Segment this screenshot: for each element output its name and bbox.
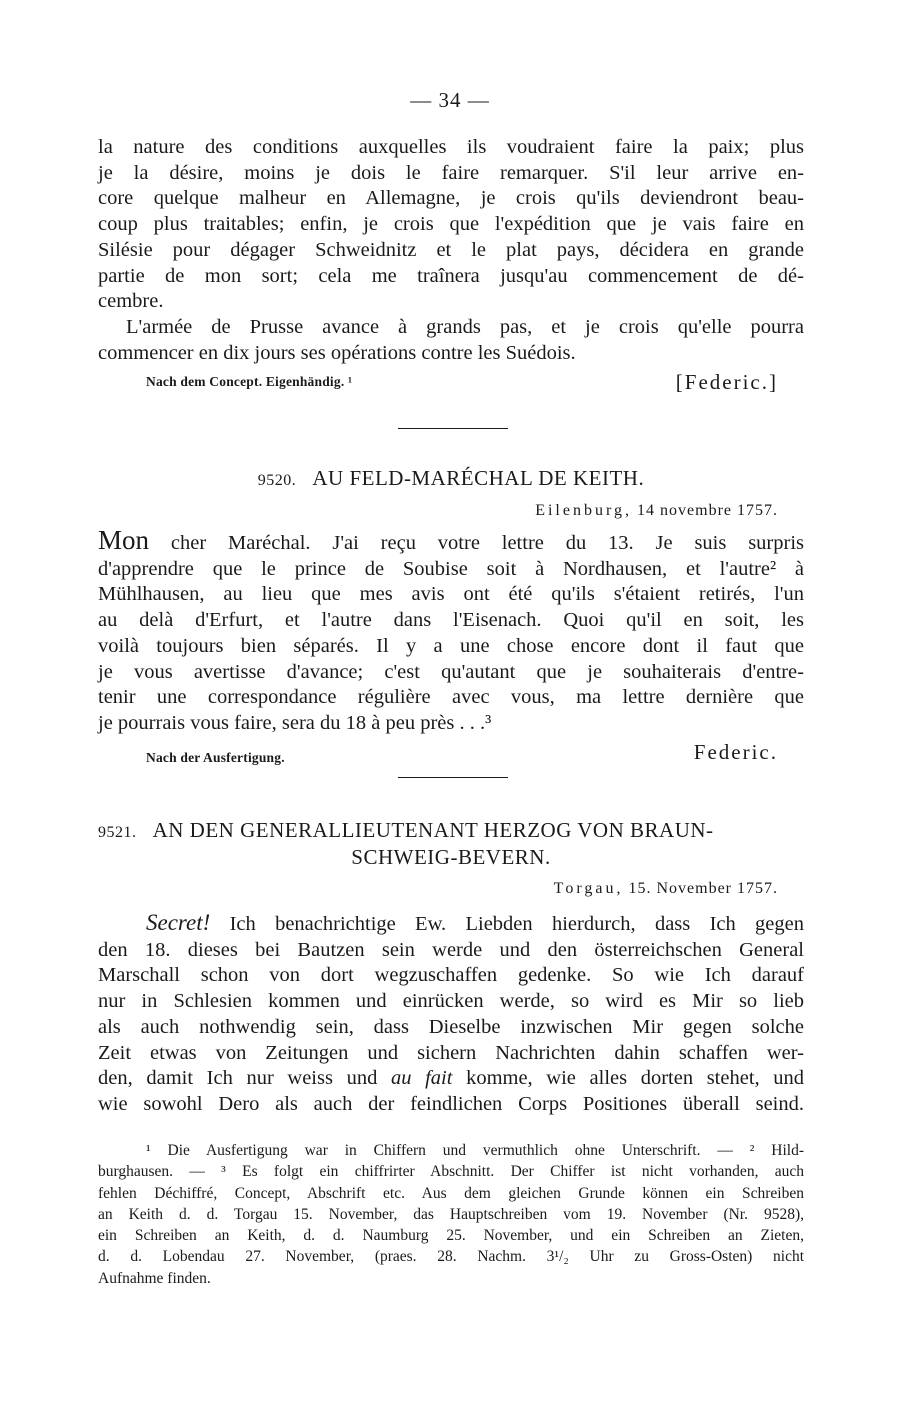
letter-9520-text xyxy=(98,525,805,737)
footnote-line: fehlen Déchiffré, Concept, Abschrift etc. Aus dem gleichen Grunde können ein Schreiben xyxy=(98,1184,804,1202)
footnote-line: ¹ Die Ausfertigung war in Chiffern und vermuthlich ohne Unterschrift. — ² Hild- xyxy=(146,1142,804,1159)
place: Torgau, xyxy=(553,880,624,897)
text-line: cembre. xyxy=(98,290,164,313)
text-line xyxy=(98,910,804,938)
letter-heading xyxy=(98,818,804,843)
salutation-initial: Mon xyxy=(98,525,150,555)
footnote-line: d. d. Lobendau 27. November, (praes. 28. Nachm. 3¹/₂ Uhr zu Gross-Osten) nicht xyxy=(98,1248,804,1266)
text-line: als auch nothwendig sein, dass Dieselbe inzwischen Mir gegen solche xyxy=(98,1015,804,1038)
page-number: — 34 — xyxy=(410,88,490,112)
text-line: den 18. dieses bei Bautzen sein werde und den österreichschen General xyxy=(98,938,804,961)
text-line: la nature des conditions auxquelles ils voudraient faire la paix; plus xyxy=(98,136,804,158)
signature: [Federic.] xyxy=(675,370,778,394)
previous-letter-text xyxy=(98,135,804,366)
text-line: au delà d'Erfurt, et l'autre dans l'Eisenach. Quoi qu'il en soit, les xyxy=(98,609,804,632)
text-fragment: cher Maréchal. J'ai reçu votre lettre du 13. Je suis surpris xyxy=(170,532,805,554)
text-line: L'armée de Prusse avance à grands pas, et je crois qu'elle pourra xyxy=(126,315,804,338)
footnote-line: ein Schreiben an Keith, d. d. Naumburg 25. November, und ein Schreiben an Zieten, xyxy=(98,1227,804,1245)
text-line: tenir une correspondance régulière avec vous, ma lettre dernière que xyxy=(98,686,804,709)
text-line: je pourrais vous faire, sera du 18 à peu près . . .³ xyxy=(98,711,492,734)
text-fragment: Ich benachrichtige Ew. Liebden hierdurch, dass Ich gegen xyxy=(229,913,804,935)
text-line: partie de mon sort; cela me traînera jusqu'au commencement de dé- xyxy=(98,264,804,287)
letter-9521-text xyxy=(98,910,804,1118)
letter-number: 9521. xyxy=(98,824,137,841)
text-line: wie sowohl Dero als auch der feindlichen Corps Positiones überall seind. xyxy=(98,1092,804,1115)
text-line: core quelque malheur en Allemagne, je crois qu'ils deviendront beau- xyxy=(98,187,804,210)
footnote-line: an Keith d. d. Torgau 15. November, das Hauptschreiben vom 19. November (Nr. 9528), xyxy=(98,1205,804,1223)
place-date xyxy=(535,502,778,520)
text-line: Zeit etwas von Zeitungen und sichern Nachrichten dahin schaffen wer- xyxy=(98,1041,804,1064)
letter-recipient: AN DEN GENERALLIEUTENANT HERZOG VON BRAUN- xyxy=(152,818,714,842)
date: 15. November 1757. xyxy=(628,880,778,897)
text-line: je vous avertisse d'avance; c'est qu'autant que je souhaiterais d'entre- xyxy=(98,660,804,683)
text-line: Mühlhausen, au lieu que mes avis ont été qu'ils s'étaient retirés, l'un xyxy=(98,583,804,606)
text-line: d'apprendre que le prince de Soubise soit à Nordhausen, et l'autre² à xyxy=(98,557,804,580)
text-fragment: komme, wie alles dorten stehet, und xyxy=(466,1067,805,1090)
text-fragment: den, damit Ich nur weiss und xyxy=(98,1067,378,1090)
date: 14 novembre 1757. xyxy=(637,502,778,519)
text-line: nur in Schlesien kommen und einrücken werde, so wird es Mir so lieb xyxy=(98,990,804,1013)
italic-phrase: au fait xyxy=(390,1067,453,1090)
divider-rule xyxy=(398,777,508,778)
place: Eilenburg, xyxy=(535,502,633,519)
letter-number: 9520. xyxy=(257,472,297,489)
text-line: commencer en dix jours ses opérations contre les Suédois. xyxy=(98,341,576,364)
source-note: Nach der Ausfertigung. xyxy=(146,750,285,765)
secret-marker: Secret! xyxy=(146,910,211,935)
text-line: voilà toujours bien séparés. Il y a une chose encore dont il faut que xyxy=(98,634,804,657)
text-line: je la désire, moins je dois le faire remarquer. S'il leur arrive en- xyxy=(98,161,804,184)
footnotes xyxy=(98,1140,804,1289)
text-line: coup plus traitables; enfin, je crois que l'expédition que je vais faire en xyxy=(98,213,804,236)
text-line xyxy=(98,1066,804,1092)
footnote-line: burghausen. — ³ Es folgt ein chiffrirter Abschnitt. Der Chiffer ist nicht vorhanden, auch xyxy=(98,1163,804,1181)
letter-heading-continued: SCHWEIG-BEVERN. xyxy=(351,845,551,869)
letter-heading xyxy=(98,466,804,491)
signature: Federic. xyxy=(693,740,778,764)
text-line: Silésie pour dégager Schweidnitz et le plat pays, décidera en grande xyxy=(98,238,804,261)
footnote-line: Aufnahme finden. xyxy=(98,1269,211,1287)
letter-recipient: AU FELD-MARÉCHAL DE KEITH. xyxy=(312,466,645,490)
text-line: Marschall schon von dort wegzuschaffen gedenke. So wie Ich darauf xyxy=(98,964,804,987)
place-date xyxy=(554,880,778,898)
text-line xyxy=(98,525,805,557)
source-note: Nach dem Concept. Eigenhändig. ¹ xyxy=(146,374,353,389)
divider-rule xyxy=(398,428,508,429)
